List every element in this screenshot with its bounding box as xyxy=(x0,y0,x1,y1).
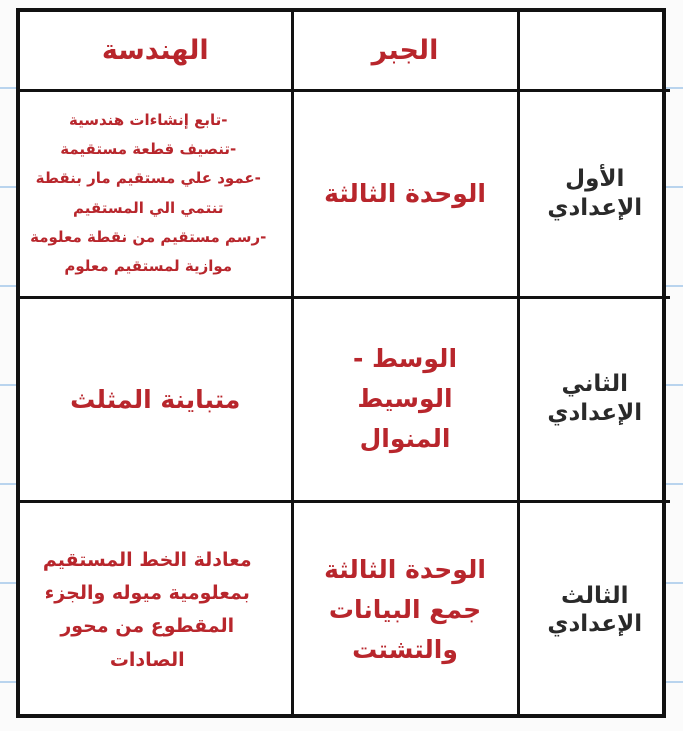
table-row xyxy=(20,90,670,297)
grade-label-line2: الإعدادي xyxy=(547,611,643,638)
geometry-topic-line: -رسم مستقيم من نقطة معلومة xyxy=(30,227,267,246)
geometry-topic-line: تنتمي الي المستقيم xyxy=(73,198,224,217)
geometry-topic-line: -تنصيف قطعة مستقيمة xyxy=(60,140,237,158)
table-header-row xyxy=(20,12,670,90)
header-geometry-cell xyxy=(20,12,292,90)
algebra-topic-line: جمع البيانات xyxy=(328,595,482,625)
curriculum-table xyxy=(20,12,670,718)
algebra-cell-second xyxy=(292,297,518,501)
curriculum-table-sheet xyxy=(16,8,666,718)
grade-label-line1: الأول xyxy=(565,165,625,192)
geometry-topic-line: المقطوع من محور xyxy=(60,615,235,638)
geometry-topic-line: معادلة الخط المستقيم xyxy=(42,548,252,571)
grade-label-line2: الإعدادي xyxy=(547,194,643,221)
geometry-topic-line: الصادات xyxy=(109,648,185,671)
algebra-topic-line: والتشتت xyxy=(352,635,458,665)
header-algebra-cell xyxy=(292,12,518,90)
grade-cell-second xyxy=(518,297,670,501)
algebra-topic-line: الوحدة الثالثة xyxy=(324,555,486,585)
grade-label-line2: الإعدادي xyxy=(547,400,643,426)
grade-cell-first xyxy=(518,90,670,297)
geometry-topic-line: -عمود علي مستقيم مار بنقطة xyxy=(35,169,261,188)
geometry-topic: متباينة المثلث xyxy=(70,384,241,414)
algebra-topic-line: الوسيط xyxy=(357,384,453,413)
algebra-topic-line: الوسط - xyxy=(352,344,458,373)
geometry-topic-line: موازية لمستقيم معلوم xyxy=(64,257,233,275)
header-algebra-label: الجبر xyxy=(371,34,439,66)
geometry-cell-second xyxy=(20,297,292,501)
geometry-cell-first xyxy=(20,90,292,297)
grade-cell-third xyxy=(518,501,670,718)
grade-label-line1: الثالث xyxy=(560,582,629,609)
table-row xyxy=(20,297,670,501)
header-geometry-label: الهندسة xyxy=(101,34,209,66)
algebra-topic: الوحدة الثالثة xyxy=(324,179,486,208)
algebra-topic-line: المنوال xyxy=(359,424,451,453)
geometry-topic-line: بمعلومية ميوله والجزء xyxy=(44,582,250,604)
algebra-cell-first xyxy=(292,90,518,297)
geometry-cell-third xyxy=(20,501,292,718)
geometry-topic-line: -تابع إنشاءات هندسية xyxy=(68,110,228,129)
algebra-cell-third xyxy=(292,501,518,718)
table-row xyxy=(20,501,670,718)
header-grade-cell xyxy=(518,12,670,90)
grade-label-line1: الثاني xyxy=(561,371,628,398)
